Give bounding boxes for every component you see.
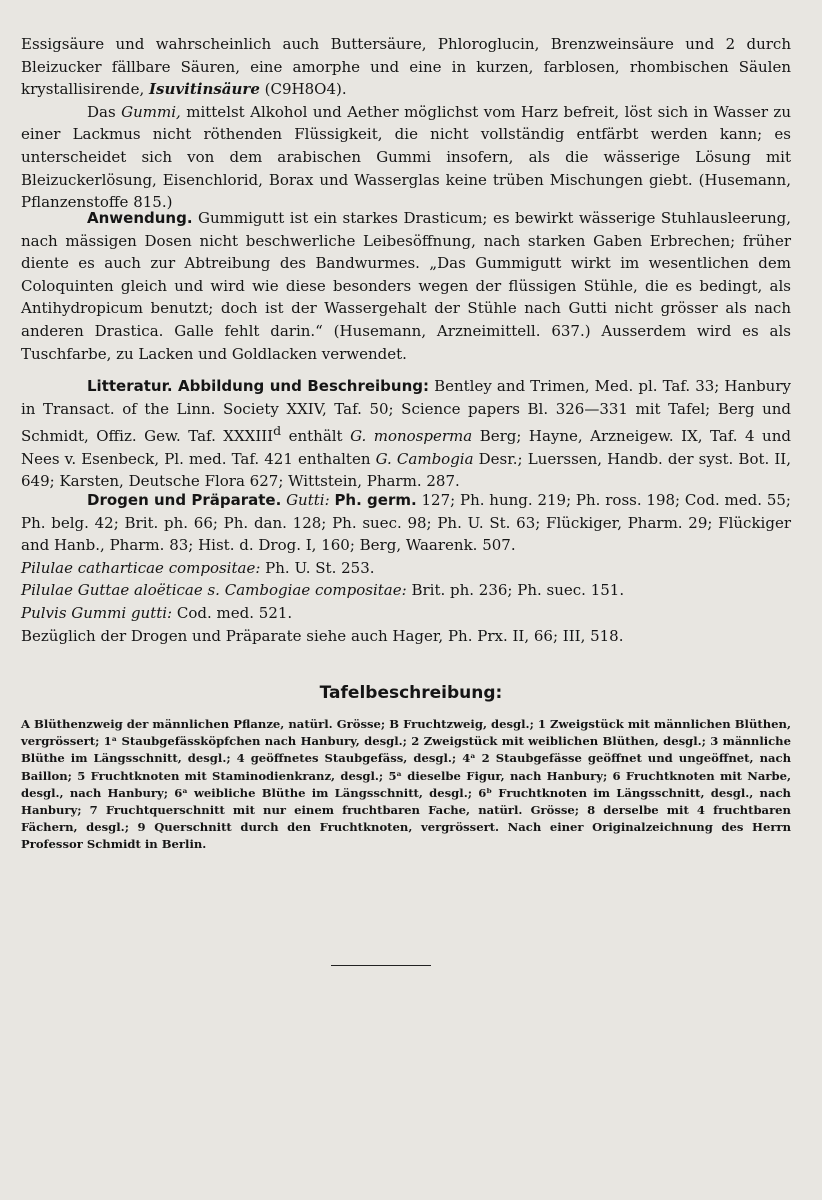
acids-text: Essigsäure und wahrscheinlich auch Buttersäure, Phloroglucin, Brenzweinsäure und 2 durch Bleizucker fällbare Säuren, eine amorphe und eine in kurzen, farblosen, rhombischen Säulen krystallisirende,: [21, 35, 791, 99]
anwendung-heading: Anwendung.: [87, 209, 193, 227]
paragraph-anwendung: [21, 207, 791, 365]
gummi-text: mittelst Alkohol und Aether möglichst vom Harz befreit, löst sich in Wasser zu einer Lackmus nicht röthenden Flüssigkeit, die nicht vollständig entfärbt werden kann; es unterscheidet sich von dem arabischen Gummi insofern, als die wässerige Lösung mit Bleizuckerlösung, Eisenchlorid, Borax und Wasserglas keine trüben Mischungen giebt. (Husemann, Pflanzenstoffe 815.): [21, 102, 791, 212]
litteratur-text-4: Desr.; Luerssen, Handb. der syst. Bot. II, 649; Karsten, Deutsche Flora 627; Wittstein, Pharm. 287.: [21, 449, 791, 491]
paragraph-litteratur: [21, 375, 791, 493]
isuvitinsaeure-term: Isuvitinsäure: [149, 80, 260, 99]
chemical-formula: (C9H8O4).: [264, 80, 347, 99]
ph-germ-ref: Ph. germ.: [334, 491, 417, 509]
preparation-name: Pilulae catharticae compositae:: [21, 558, 261, 577]
preparation-ref: Brit. ph. 236; Ph. suec. 151.: [411, 581, 625, 600]
section-litteratur: [21, 375, 791, 493]
drogen-text: 127; Ph. hung. 219; Ph. ross. 198; Cod. med. 55; Ph. belg. 42; Brit. ph. 66; Ph. dan. 128; Ph. suec. 98; Ph. U. St. 63; Flückiger, Pharm. 29; Flückiger and Hanb., Pharm. 83; Hist. d. Drog. I, 160; Berg, Waarenk. 507.: [21, 491, 791, 555]
litteratur-text-2: enthält: [288, 427, 343, 446]
litteratur-superscript: d: [273, 423, 282, 439]
species-cambogia: G. Cambogia: [375, 449, 474, 468]
text-block-chemistry: [21, 33, 791, 214]
preparation-name: Pulvis Gummi gutti:: [21, 603, 173, 622]
gummi-term: Gummi,: [121, 102, 181, 121]
preparation-item-3: [21, 602, 791, 625]
preparation-item-2: [21, 579, 791, 602]
section-anwendung: [21, 207, 791, 365]
preparation-ref: Ph. U. St. 253.: [265, 558, 375, 577]
tafel-description: A Blüthenzweig der männlichen Pflanze, natürl. Grösse; B Fruchtzweig, desgl.; 1 Zweigstück mit männlichen Blüthen, vergrössert; 1ᵃ Staubgefässköpfchen nach Hanbury, desgl.; 2 Zweigstück mit weiblichen Blüthen, desgl.; 3 männliche Blüthe im Längsschnitt, desgl.; 4 geöffnetes Staubgefäss, desgl.; 4ᵃ 2 Staubgefässe geöffnet und ungeöffnet, nach Baillon; 5 Fruchtknoten mit Staminodienkranz, desgl.; 5ᵃ dieselbe Figur, nach Hanbury; 6 Fruchtknoten mit Narbe, desgl., nach Hanbury; 6ᵃ weibliche Blüthe im Längsschnitt, desgl.; 6ᵇ Fruchtknoten im Längsschnitt, desgl., nach Hanbury; 7 Fruchtquerschnitt mit nur einem fruchtbaren Fache, natürl. Grösse; 8 derselbe mit 4 fruchtbaren Fächern, desgl.; 9 Querschnitt durch den Fruchtknoten, vergrössert. Nach einer Originalzeichnung des Herrn Professor Schmidt in Berlin.: [21, 717, 791, 852]
end-rule: [331, 965, 431, 966]
tafel-title: Tafelbeschreibung:: [319, 683, 503, 703]
preparation-item-1: [21, 557, 791, 580]
preparation-name: Pilulae Guttae aloëticae s. Cambogiae compositae:: [21, 581, 407, 600]
drogen-heading: Drogen und Präparate.: [87, 491, 282, 509]
paragraph-drogen: [21, 489, 791, 557]
section-drogen: [21, 489, 791, 647]
litteratur-text-3: Berg; Hayne, Arzneigew. IX, Taf. 4 und Nees v. Esenbeck, Pl. med. Taf. 421 enthalten: [21, 427, 791, 468]
species-monosperma: G. monosperma: [350, 427, 473, 446]
gutti-term: Gutti:: [286, 491, 330, 509]
paragraph-gummi: [21, 101, 791, 214]
preparation-ref: Cod. med. 521.: [176, 603, 293, 622]
gummi-intro: Das: [87, 102, 116, 121]
paragraph-acids: [21, 33, 791, 101]
litteratur-text-1: Bentley and Trimen, Med. pl. Taf. 33; Hanbury in Transact. of the Linn. Society XXIV, Taf. 50; Science papers Bl. 326—331 mit Tafel; Berg und Schmidt, Offiz. Gew. Taf. XXXIII: [21, 377, 791, 446]
litteratur-heading: Litteratur. Abbildung und Beschreibung:: [87, 377, 430, 395]
drogen-footer: Bezüglich der Drogen und Präparate siehe auch Hager, Ph. Prx. II, 66; III, 518.: [21, 626, 624, 645]
anwendung-text: Gummigutt ist ein starkes Drasticum; es bewirkt wässerige Stuhlausleerung, nach mässigen Dosen nicht beschwerliche Leibesöffnung, nach starken Gaben Erbrechen; früher diente es auch zur Abtreibung des Bandwurmes. „Das Gummigutt wirkt im wesentlichen dem Coloquinten gleich und wird wie diese besonders wegen der flüssigen Stühle, die es bedingt, als Antihydropicum benutzt; doch ist der Wassergehalt der Stühle nach Gutti nicht grösser als nach anderen Drastica. Galle fehlt darin.“ (Husemann, Arzneimittell. 637.) Ausserdem wird es als Tuschfarbe, zu Lacken und Goldlacken verwendet.: [21, 209, 791, 363]
